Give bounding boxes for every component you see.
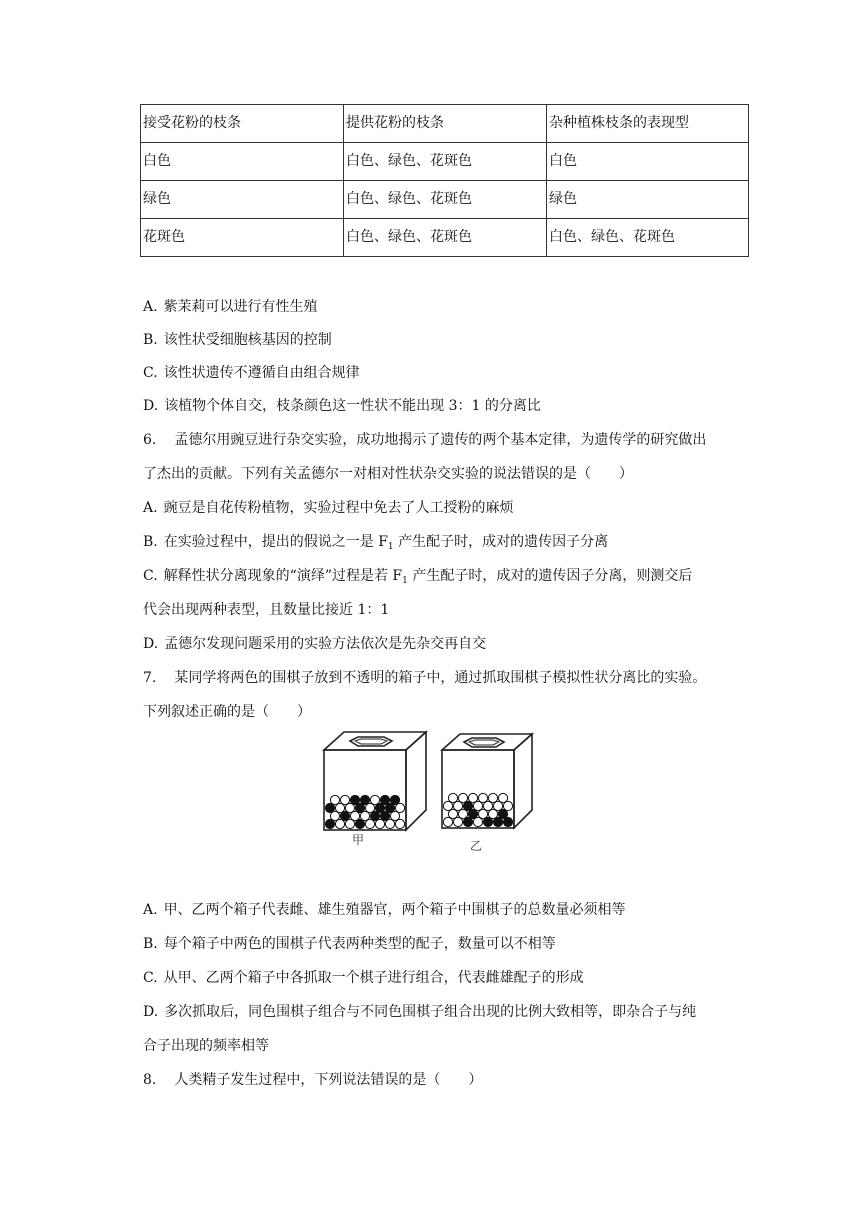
option-letter: B. [143,534,158,550]
black-stone [498,809,507,818]
white-stone [443,801,452,810]
white-stone [370,795,379,804]
white-stone [453,817,462,826]
table-cell: 花斑色 [141,219,344,257]
q8-stem [143,1070,482,1090]
table-cell: 白色 [547,143,749,181]
white-stone [335,803,344,812]
q6-option-b [143,532,608,557]
q7-option-c [143,968,584,988]
white-stone [503,801,512,810]
option-text: 从甲、乙两个箱子中各抓取一个棋子进行组合，代表雌雄配子的形成 [163,970,584,986]
black-stone [468,809,477,818]
option-text: 甲、乙两个箱子代表雌、雄生殖器官，两个箱子中围棋子的总数量必须相等 [163,902,626,918]
option-text: 孟德尔发现问题采用的实验方法依次是先杂交再自交 [164,636,487,652]
white-stone [340,795,349,804]
white-stone [483,801,492,810]
question-text: 人类精子发生过程中，下列说法错误的是（ ） [174,1072,483,1088]
option-letter: A. [143,500,158,516]
option-text: 解释性状分离现象的“演绎”过程是若 F [163,568,403,584]
q7-option-b [143,934,556,954]
white-stone [330,795,339,804]
option-letter: B. [143,332,158,348]
white-stone [448,793,457,802]
option-text: 多次抓取后，同色围棋子组合与不同色围棋子组合出现的比例大致相等，即杂合子与纯 [164,1004,697,1020]
option-letter: C. [143,365,158,381]
pollination-table [140,104,749,257]
q6-option-a [143,498,514,518]
white-stone [350,811,359,820]
question-text: 下列叙述正确的是（ ） [143,704,311,720]
white-stone [493,801,502,810]
q5-option-b [143,330,332,350]
table-cell: 白色、绿色、花斑色 [344,219,547,257]
white-stone [390,811,399,820]
subscript: 1 [387,542,394,552]
black-stone [355,803,364,812]
q7-stem-line2 [143,702,311,722]
black-stone [370,811,379,820]
white-stone [385,819,394,828]
q7-option-d-line2 [143,1036,269,1056]
q6-stem-line2 [143,464,633,484]
q6-option-d [143,634,486,654]
white-stone [375,819,384,828]
white-stone [345,803,354,812]
q6-option-c-line2 [143,600,389,620]
white-stone [443,817,452,826]
white-stone [473,801,482,810]
white-stone [365,819,374,828]
table-cell: 绿色 [141,181,344,219]
white-stone [360,811,369,820]
white-stone [458,793,467,802]
q5-option-a [143,297,318,317]
option-text: 该性状受细胞核基因的控制 [163,332,332,348]
option-text: 产生配子时，成对的遗传因子分离 [393,534,609,550]
white-stone [488,809,497,818]
option-text: 该性状遗传不遵循自由组合规律 [163,365,360,381]
option-letter: D. [143,1004,159,1020]
q7-option-a [143,900,626,920]
table-cell: 白色、绿色、花斑色 [344,143,547,181]
question-text: 孟德尔用豌豆进行杂交实验，成功地揭示了遗传的两个基本定律，为遗传学的研究做出 [174,432,707,448]
white-stone [395,803,404,812]
label-yi: 乙 [470,839,483,853]
option-letter: C. [143,970,158,986]
white-stone [365,803,374,812]
white-stone [498,793,507,802]
q7-stem-line1 [143,668,706,688]
black-stone [463,801,472,810]
white-stone [345,819,354,828]
table-header-cell: 杂种植株枝条的表现型 [547,105,749,143]
option-text: 合子出现的频率相等 [143,1038,269,1054]
white-stone [488,793,497,802]
white-stone [468,793,477,802]
table-cell: 白色、绿色、花斑色 [344,181,547,219]
stones-yi [443,793,512,826]
question-number: 8. [143,1072,157,1088]
q6-option-c [143,566,692,591]
go-stone-boxes-figure [318,728,538,856]
option-text: 在实验过程中，提出的假说之一是 F [163,534,388,550]
question-number: 7. [143,670,157,686]
white-stone [453,801,462,810]
black-stone [503,817,512,826]
stones-jia [325,795,404,828]
option-text: 豌豆是自花传粉植物，实验过程中免去了人工授粉的麻烦 [163,500,514,516]
option-text: 代会出现两种表型，且数量比接近 1：1 [143,602,390,618]
white-stone [458,809,467,818]
option-letter: A. [143,299,158,315]
table-cell: 绿色 [547,181,749,219]
white-stone [478,809,487,818]
question-text: 了杰出的贡献。下列有关孟德尔一对相对性状杂交实验的说法错误的是（ ） [143,466,633,482]
q5-option-c [143,363,360,383]
white-stone [448,809,457,818]
table-header-cell: 接受花粉的枝条 [141,105,344,143]
option-text: 紫茉莉可以进行有性生殖 [163,299,318,315]
white-stone [330,811,339,820]
q7-option-d [143,1002,696,1022]
black-stone [325,819,334,828]
black-stone [360,795,369,804]
black-stone [385,803,394,812]
white-stone [473,817,482,826]
question-number: 6. [143,432,157,448]
table-header-cell: 提供花粉的枝条 [344,105,547,143]
black-stone [375,803,384,812]
black-stone [340,811,349,820]
black-stone [380,795,389,804]
black-stone [483,817,492,826]
subscript: 1 [402,576,408,586]
table-row [141,181,749,219]
option-letter: A. [143,902,158,918]
option-text: 该植物个体自交，枝条颜色这一性状不能出现 3：1 的分离比 [164,398,541,414]
option-text: 产生配子时，成对的遗传因子分离，则测交后 [407,568,693,584]
q5-option-d [143,396,541,416]
black-stone [493,817,502,826]
table-row [141,143,749,181]
label-jia: 甲 [352,833,365,847]
black-stone [380,811,389,820]
table-cell: 白色 [141,143,344,181]
question-text: 某同学将两色的围棋子放到不透明的箱子中，通过抓取围棋子模拟性状分离比的实验。 [174,670,707,686]
black-stone [463,817,472,826]
table-header-row [141,105,749,143]
black-stone [325,803,334,812]
option-letter: B. [143,936,158,952]
black-stone [350,795,359,804]
table-cell: 白色、绿色、花斑色 [547,219,749,257]
black-stone [355,819,364,828]
white-stone [395,819,404,828]
q6-stem-line1 [143,430,706,450]
option-text: 每个箱子中两色的围棋子代表两种类型的配子，数量可以不相等 [163,936,556,952]
option-letter: D. [143,636,159,652]
option-letter: D. [143,398,159,414]
white-stone [335,819,344,828]
table-row [141,219,749,257]
black-stone [390,795,399,804]
option-letter: C. [143,568,158,584]
white-stone [478,793,487,802]
